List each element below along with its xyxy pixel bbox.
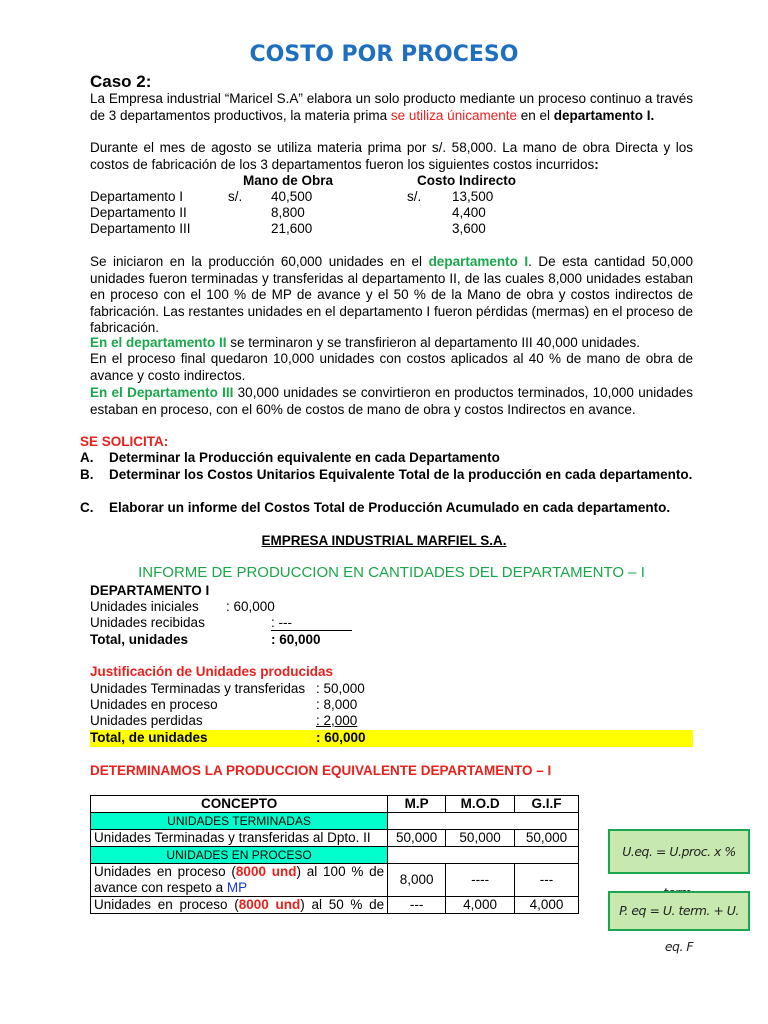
justificacion-row: Unidades perdidas : 2,000 (90, 713, 358, 728)
table-header-row (91, 796, 579, 813)
intro-paragraph-1: La Empresa industrial “Maricel S.A” elabora un solo producto mediante un proceso continuo a través de 3 departamentos productivos, la materia prima se utiliza únicamente en el departamento I. (90, 91, 693, 123)
justificacion-row: Unidades en proceso : 8,000 (90, 697, 358, 712)
justificacion-total-row: Total, de unidades : 60,000 (90, 730, 366, 745)
solicita-item-c: C. Elaborar un informe del Costos Total de Producción Acumulado en cada departamento. (80, 500, 671, 515)
costs-row: Departamento III 21,600 3,600 (90, 221, 486, 236)
formula-box-peq: P. eq = U. term. + U. eq. F (608, 891, 750, 931)
dept1-recibidas-row: Unidades recibidas : --- (90, 615, 490, 631)
page-title: COSTO POR PROCESO (249, 42, 519, 67)
solicita-item-a: A. Determinar la Producción equivalente en cada Departamento (80, 450, 500, 465)
costs-row: Departamento II 8,800 4,400 (90, 205, 486, 220)
solicita-item-b: B. Determinar los Costos Unitarios Equivalente Total de la producción en cada departamento. (80, 467, 693, 482)
col-mp: M.P (388, 796, 446, 813)
narrative-paragraph-1: Se iniciaron en la producción 60,000 unidades en el departamento I. De esta cantidad 50,000 unidades fueron terminadas y transferidas al departamento II, de las cuales 8,000 unidades estaban en proceso con el 100 % de MP de avance y el 50 % de la Mano de obra y costos indirectos de fabricación. Las restantes unidades en el departamento I fueron pérdidas (mermas) en el proceso de fabricación. (90, 254, 693, 335)
col-mod: M.O.D (446, 796, 515, 813)
section-unidades-en-proceso: UNIDADES EN PROCESO (91, 847, 388, 864)
justificacion-heading: Justificación de Unidades producidas (90, 664, 334, 679)
equiv-production-table (90, 795, 579, 914)
dept1-total-row: Total, unidades : 60,000 (90, 632, 321, 647)
section-unidades-terminadas: UNIDADES TERMINADAS (91, 813, 388, 830)
table-row: Unidades en proceso (8000 und) al 100 % de avance con respeto a MP 8,000 ---- --- (91, 864, 579, 897)
se-solicita-heading: SE SOLICITA: (80, 434, 169, 449)
narrative-paragraph-4: En el Departamento III 30,000 unidades se convirtieron en productos terminados, 10,000 unidades estaban en proceso, con el 60% de costos de mano de obra y costos Indirectos en avance. (90, 385, 693, 417)
dept1-heading: DEPARTAMENTO I (90, 583, 210, 598)
equiv-title: DETERMINAMOS LA PRODUCCION EQUIVALENTE DEPARTAMENTO – I (90, 763, 552, 778)
company-name: EMPRESA INDUSTRIAL MARFIEL S.A. (261, 533, 507, 548)
costs-table-header (90, 173, 693, 189)
formula-box-ueq: U.eq. = U.proc. x % (608, 829, 750, 874)
table-section-row (91, 847, 579, 864)
intro-paragraph-2: Durante el mes de agosto se utiliza materia prima por s/. 58,000. La mano de obra Directa y los costos de fabricación de los 3 departamentos fueron los siguientes costos incurridos: (90, 140, 693, 172)
table-section-row (91, 813, 579, 830)
header-costo-indirecto: Costo Indirecto (417, 173, 517, 188)
header-mano-de-obra: Mano de Obra (243, 173, 334, 188)
narrative-paragraph-3: En el proceso final quedaron 10,000 unidades con costos aplicados al 40 % de mano de obra de avance y costo indirectos. (90, 351, 693, 383)
case-heading: Caso 2: (90, 72, 152, 91)
col-gif: G.I.F (515, 796, 579, 813)
table-row: Unidades en proceso (8000 und) al 50 % de --- 4,000 4,000 (91, 897, 579, 914)
informe-title: INFORME DE PRODUCCION EN CANTIDADES DEL DEPARTAMENTO – I (138, 564, 645, 581)
costs-row: Departamento I s/. 40,500 s/. 13,500 (90, 189, 494, 204)
dept1-iniciales-row: Unidades iniciales : 60,000 (90, 599, 275, 614)
justificacion-row: Unidades Terminadas y transferidas : 50,000 (90, 681, 365, 696)
col-concepto: CONCEPTO (91, 796, 388, 813)
narrative-paragraph-2: En el departamento II se terminaron y se transfirieron al departamento III 40,000 unidades. (90, 335, 641, 350)
table-row: Unidades Terminadas y transferidas al Dpto. II 50,000 50,000 50,000 (91, 830, 579, 847)
